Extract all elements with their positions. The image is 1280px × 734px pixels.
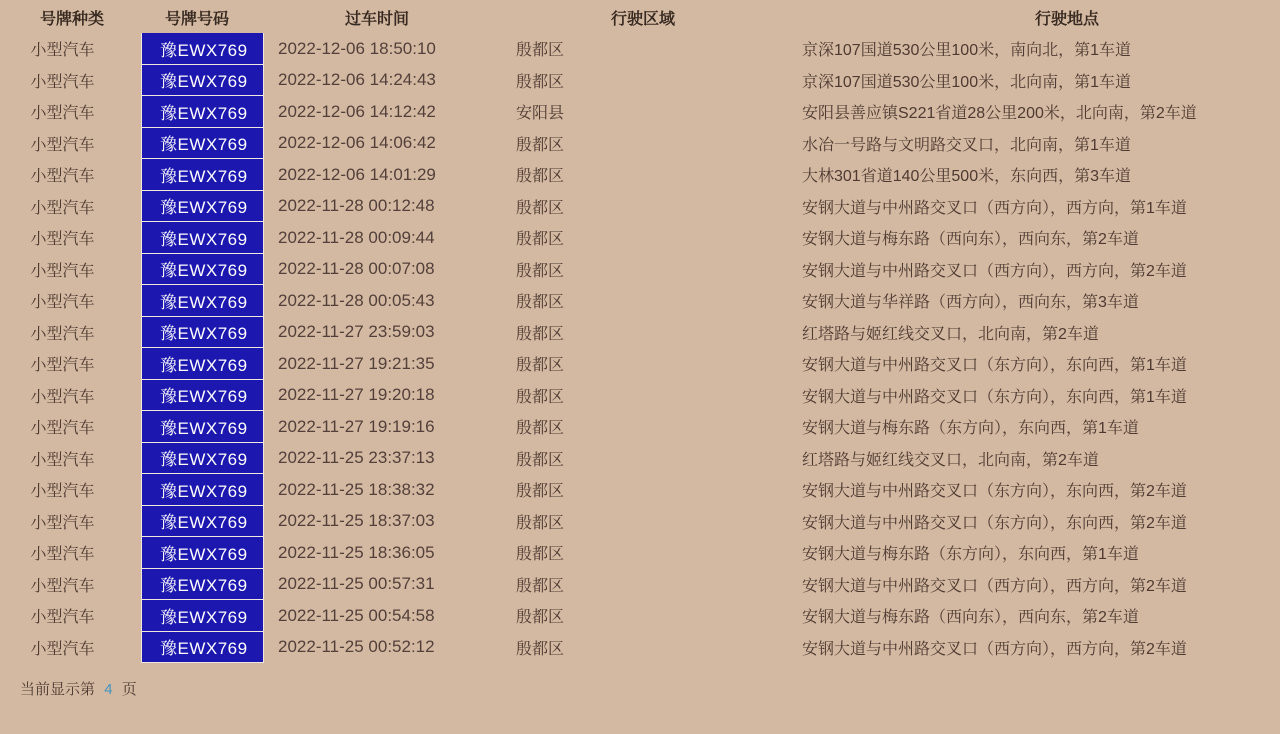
plate-number-cell (141, 600, 264, 632)
table-row (0, 191, 1280, 223)
driving-location-cell: 安钢大道与华祥路（西方向），西向东，第3车道 (802, 294, 1139, 312)
plate-number-badge[interactable]: 豫EWX769 (141, 128, 264, 160)
plate-number-badge[interactable]: 豫EWX769 (141, 569, 264, 601)
driving-location-cell: 京深107国道530公里100米，南向北，第1车道 (802, 42, 1131, 60)
driving-area-cell: 殷都区 (515, 546, 564, 564)
column-header-plate-type: 号牌种类 (40, 11, 105, 28)
plate-number-cell (141, 537, 264, 569)
table-row (0, 254, 1280, 286)
plate-number-cell (141, 474, 264, 506)
plate-number-cell (141, 380, 264, 412)
vehicle-pass-records-table (0, 33, 1280, 663)
plate-number-cell (141, 254, 264, 286)
plate-number-cell (141, 128, 264, 160)
plate-type-cell: 小型汽车 (30, 325, 95, 343)
pass-time-cell: 2022-11-27 19:20:18 (278, 385, 435, 405)
driving-location-cell: 红塔路与姬红线交叉口，北向南，第2车道 (802, 325, 1099, 343)
driving-area-cell: 殷都区 (515, 262, 564, 280)
pass-time-cell: 2022-11-27 23:59:03 (278, 322, 435, 342)
plate-number-badge[interactable]: 豫EWX769 (141, 348, 264, 380)
driving-area-cell: 殷都区 (515, 42, 564, 60)
table-row (0, 348, 1280, 380)
pass-time-cell: 2022-12-06 14:24:43 (278, 70, 436, 90)
plate-type-cell: 小型汽车 (30, 73, 95, 91)
pass-time-cell: 2022-12-06 14:01:29 (278, 164, 436, 184)
plate-number-cell (141, 569, 264, 601)
plate-number-badge[interactable]: 豫EWX769 (141, 380, 264, 412)
column-header-driving-location: 行驶地点 (1035, 11, 1100, 28)
driving-location-cell: 水冶一号路与文明路交叉口，北向南，第1车道 (802, 136, 1131, 154)
pass-time-cell: 2022-11-25 18:37:03 (278, 511, 435, 531)
pass-time-cell: 2022-11-27 19:19:16 (278, 416, 435, 436)
pagination-suffix: 页 (121, 681, 137, 698)
plate-type-cell: 小型汽车 (30, 357, 95, 375)
plate-type-cell: 小型汽车 (30, 420, 95, 438)
pagination-status (20, 678, 1280, 699)
plate-number-cell (141, 443, 264, 475)
driving-location-cell: 安钢大道与中州路交叉口（东方向），东向西，第2车道 (802, 483, 1187, 501)
driving-location-cell: 京深107国道530公里100米，北向南，第1车道 (802, 73, 1131, 91)
plate-type-cell: 小型汽车 (30, 483, 95, 501)
plate-type-cell: 小型汽车 (30, 294, 95, 312)
plate-number-badge[interactable]: 豫EWX769 (141, 506, 264, 538)
driving-area-cell: 殷都区 (515, 199, 564, 217)
plate-type-cell: 小型汽车 (30, 136, 95, 154)
table-row (0, 128, 1280, 160)
driving-area-cell: 殷都区 (515, 577, 564, 595)
table-row (0, 222, 1280, 254)
driving-area-cell: 殷都区 (515, 231, 564, 249)
pass-time-cell: 2022-11-25 23:37:13 (278, 448, 435, 468)
plate-number-badge[interactable]: 豫EWX769 (141, 600, 264, 632)
driving-area-cell: 殷都区 (515, 640, 564, 658)
driving-location-cell: 安阳县善应镇S221省道28公里200米，北向南，第2车道 (802, 105, 1197, 123)
plate-number-badge[interactable]: 豫EWX769 (141, 33, 264, 65)
plate-number-badge[interactable]: 豫EWX769 (141, 411, 264, 443)
plate-number-badge[interactable]: 豫EWX769 (141, 65, 264, 97)
pass-time-cell: 2022-12-06 14:12:42 (278, 101, 436, 121)
plate-type-cell: 小型汽车 (30, 262, 95, 280)
table-row (0, 159, 1280, 191)
driving-location-cell: 安钢大道与梅东路（东方向），东向西，第1车道 (802, 420, 1139, 438)
table-header-row (0, 0, 1280, 33)
table-row (0, 443, 1280, 475)
driving-area-cell: 殷都区 (515, 325, 564, 343)
plate-type-cell: 小型汽车 (30, 105, 95, 123)
driving-area-cell: 殷都区 (515, 357, 564, 375)
plate-type-cell: 小型汽车 (30, 609, 95, 627)
table-row (0, 569, 1280, 601)
table-row (0, 65, 1280, 97)
plate-number-cell (141, 348, 264, 380)
plate-number-badge[interactable]: 豫EWX769 (141, 632, 264, 664)
plate-number-cell (141, 191, 264, 223)
driving-area-cell: 殷都区 (515, 73, 564, 91)
table-row (0, 33, 1280, 65)
plate-number-cell (141, 159, 264, 191)
driving-location-cell: 安钢大道与梅东路（西向东），西向东，第2车道 (802, 231, 1139, 249)
pass-time-cell: 2022-11-25 18:38:32 (278, 479, 435, 499)
driving-area-cell: 殷都区 (515, 451, 564, 469)
plate-number-badge[interactable]: 豫EWX769 (141, 317, 264, 349)
plate-type-cell: 小型汽车 (30, 42, 95, 60)
table-row (0, 285, 1280, 317)
plate-number-cell (141, 506, 264, 538)
plate-type-cell: 小型汽车 (30, 451, 95, 469)
table-row (0, 632, 1280, 664)
pass-time-cell: 2022-11-28 00:12:48 (278, 196, 435, 216)
plate-number-badge[interactable]: 豫EWX769 (141, 159, 264, 191)
driving-area-cell: 安阳县 (515, 105, 564, 123)
driving-location-cell: 大林301省道140公里500米，东向西，第3车道 (802, 168, 1131, 186)
table-row (0, 317, 1280, 349)
column-header-driving-area: 行驶区域 (611, 11, 676, 28)
driving-area-cell: 殷都区 (515, 514, 564, 532)
pass-time-cell: 2022-12-06 14:06:42 (278, 133, 436, 153)
driving-location-cell: 安钢大道与梅东路（西向东），西向东，第2车道 (802, 609, 1139, 627)
plate-number-badge[interactable]: 豫EWX769 (141, 474, 264, 506)
plate-number-cell (141, 632, 264, 664)
table-row (0, 380, 1280, 412)
driving-location-cell: 安钢大道与中州路交叉口（西方向），西方向，第2车道 (802, 577, 1187, 595)
driving-location-cell: 安钢大道与梅东路（东方向），东向西，第1车道 (802, 546, 1139, 564)
plate-type-cell: 小型汽车 (30, 231, 95, 249)
pagination-prefix: 当前显示第 (20, 681, 96, 698)
pass-time-cell: 2022-11-25 00:57:31 (278, 574, 435, 594)
plate-type-cell: 小型汽车 (30, 514, 95, 532)
pass-time-cell: 2022-11-25 18:36:05 (278, 542, 435, 562)
pass-time-cell: 2022-11-28 00:09:44 (278, 227, 435, 247)
plate-number-cell (141, 65, 264, 97)
pass-time-cell: 2022-11-28 00:05:43 (278, 290, 435, 310)
plate-number-cell (141, 317, 264, 349)
plate-type-cell: 小型汽车 (30, 546, 95, 564)
current-page-number: 4 (104, 681, 113, 698)
pass-time-cell: 2022-12-06 18:50:10 (278, 38, 436, 58)
pass-time-cell: 2022-11-28 00:07:08 (278, 259, 435, 279)
plate-type-cell: 小型汽车 (30, 168, 95, 186)
column-header-pass-time: 过车时间 (345, 11, 410, 28)
plate-number-cell (141, 411, 264, 443)
driving-location-cell: 安钢大道与中州路交叉口（东方向），东向西，第2车道 (802, 514, 1187, 532)
plate-type-cell: 小型汽车 (30, 199, 95, 217)
plate-number-cell (141, 33, 264, 65)
plate-number-badge[interactable]: 豫EWX769 (141, 222, 264, 254)
table-row (0, 537, 1280, 569)
pass-time-cell: 2022-11-27 19:21:35 (278, 353, 435, 373)
table-row (0, 600, 1280, 632)
plate-type-cell: 小型汽车 (30, 577, 95, 595)
plate-type-cell: 小型汽车 (30, 388, 95, 406)
driving-area-cell: 殷都区 (515, 136, 564, 154)
table-row (0, 474, 1280, 506)
plate-type-cell: 小型汽车 (30, 640, 95, 658)
plate-number-badge[interactable]: 豫EWX769 (141, 285, 264, 317)
driving-location-cell: 安钢大道与中州路交叉口（西方向），西方向，第2车道 (802, 262, 1187, 280)
driving-area-cell: 殷都区 (515, 388, 564, 406)
driving-location-cell: 安钢大道与中州路交叉口（西方向），西方向，第2车道 (802, 640, 1187, 658)
plate-number-badge[interactable]: 豫EWX769 (141, 191, 264, 223)
pass-time-cell: 2022-11-25 00:52:12 (278, 637, 435, 657)
driving-area-cell: 殷都区 (515, 168, 564, 186)
plate-number-badge[interactable]: 豫EWX769 (141, 537, 264, 569)
plate-number-badge[interactable]: 豫EWX769 (141, 254, 264, 286)
table-row (0, 96, 1280, 128)
table-row (0, 506, 1280, 538)
driving-area-cell: 殷都区 (515, 483, 564, 501)
plate-number-cell (141, 285, 264, 317)
column-header-plate-number: 号牌号码 (165, 11, 230, 28)
table-row (0, 411, 1280, 443)
plate-number-badge[interactable]: 豫EWX769 (141, 443, 264, 475)
driving-area-cell: 殷都区 (515, 420, 564, 438)
plate-number-cell (141, 222, 264, 254)
driving-area-cell: 殷都区 (515, 294, 564, 312)
driving-location-cell: 红塔路与姬红线交叉口，北向南，第2车道 (802, 451, 1099, 469)
driving-area-cell: 殷都区 (515, 609, 564, 627)
driving-location-cell: 安钢大道与中州路交叉口（东方向），东向西，第1车道 (802, 357, 1187, 375)
driving-location-cell: 安钢大道与中州路交叉口（西方向），西方向，第1车道 (802, 199, 1187, 217)
plate-number-cell (141, 96, 264, 128)
pass-time-cell: 2022-11-25 00:54:58 (278, 605, 435, 625)
plate-number-badge[interactable]: 豫EWX769 (141, 96, 264, 128)
driving-location-cell: 安钢大道与中州路交叉口（东方向），东向西，第1车道 (802, 388, 1187, 406)
